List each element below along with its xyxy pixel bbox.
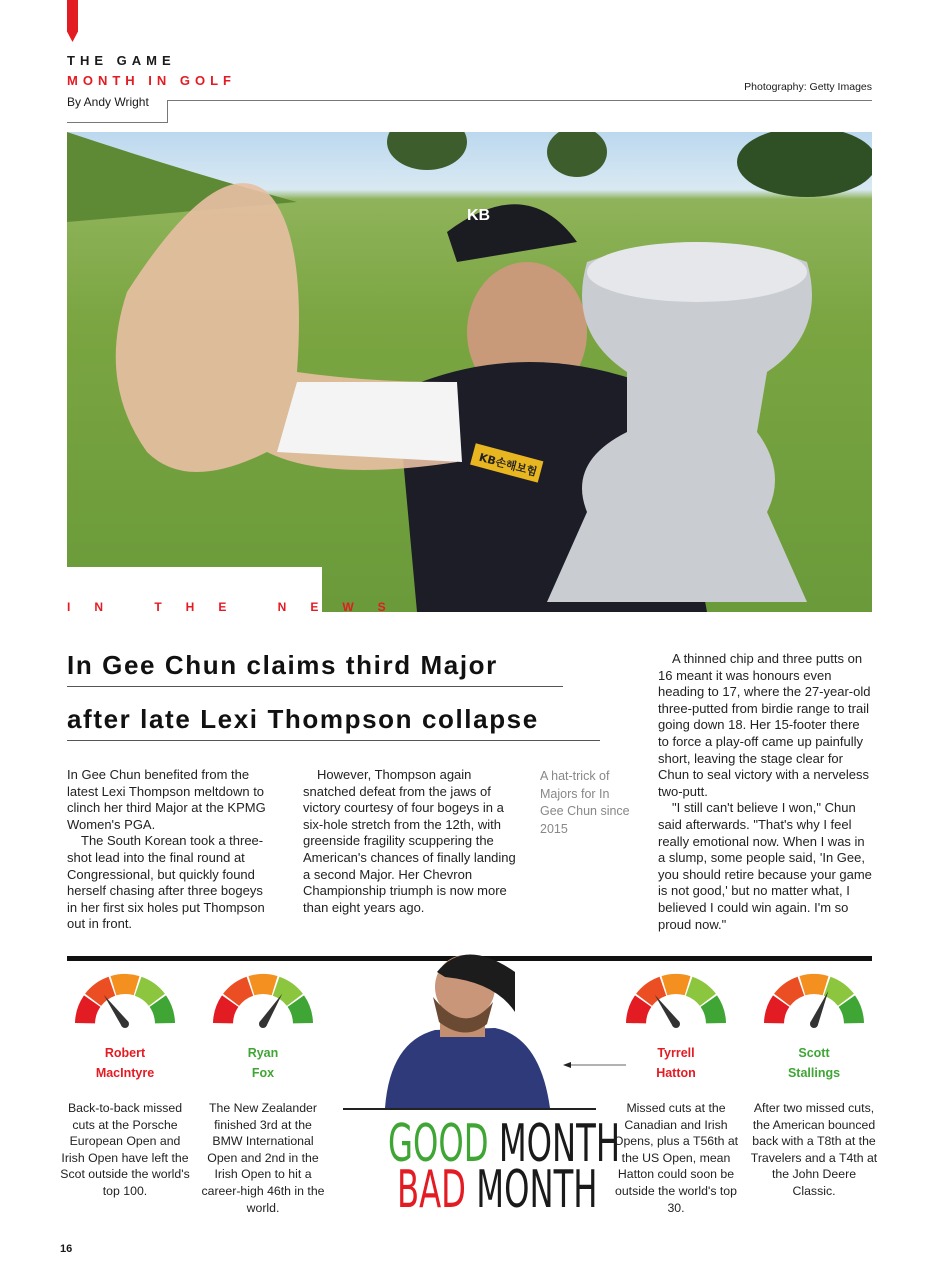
good-label: GOOD — [388, 1114, 489, 1174]
player-photo — [375, 942, 555, 1108]
player-name — [616, 1043, 736, 1083]
last-name: Hatton — [656, 1066, 696, 1080]
player-summary: After two missed cuts, the American bounced back with a T8th at the Travelers and a T4th at the John Deere Classic. — [750, 1101, 878, 1198]
player-summary: The New Zealander finished 3rd at the BMW International Open and 2nd in the Irish Open to hit a career-high 46th in the world. — [201, 1101, 325, 1215]
gauge-fox — [211, 972, 315, 1037]
first-name: Ryan — [247, 1046, 279, 1060]
paragraph: "I still can't believe I won," Chun said afterwards. "That's why I feel really emotional now. When I was in a slump, some people said, 'In Gee, you should retire because your game is not good,' but no matter what, I believed I could win again. I'm so proud now." — [658, 800, 872, 932]
gauge-segment — [111, 974, 140, 995]
gauge-stallings — [762, 972, 866, 1037]
section-title: MONTH IN GOLF — [67, 73, 236, 88]
player-name — [754, 1043, 874, 1083]
last-name: Stallings — [787, 1066, 841, 1080]
month-label: MONTH — [498, 1114, 621, 1174]
divider — [167, 100, 168, 122]
pull-quote: A hat-trick of Majors for In Gee Chun since 2015 — [540, 769, 630, 836]
divider — [167, 100, 872, 101]
headline-underline — [67, 740, 600, 741]
column-3 — [658, 651, 874, 933]
last-name: Fox — [251, 1066, 275, 1080]
first-name: Robert — [104, 1046, 146, 1060]
hero-photo — [67, 132, 872, 612]
bad-month-title — [397, 1160, 720, 1220]
gauge-segment — [800, 974, 829, 995]
month-label: MONTH — [476, 1160, 598, 1220]
player-summary: Back-to-back missed cuts at the Porsche European Open and Irish Open have left the Scot outside the world's top 100. — [60, 1101, 190, 1198]
gauge-segment — [662, 974, 691, 995]
player-name — [203, 1043, 323, 1083]
column-2 — [303, 767, 519, 916]
last-name: MacIntyre — [95, 1066, 155, 1080]
bookmark-ribbon — [67, 0, 78, 42]
kicker: THE GAME — [67, 53, 176, 68]
news-label: IN THE NEWS — [67, 600, 410, 614]
player-summary: Missed cuts at the Canadian and Irish Opens, plus a T56th at the US Open, mean Hatton could soon be outside the world's top 30. — [613, 1101, 739, 1215]
player-name — [65, 1043, 185, 1083]
paragraph: In Gee Chun benefited from the latest Lexi Thompson meltdown to clinch her third Major at the KPMG Women's PGA. — [67, 767, 266, 832]
bad-label: BAD — [397, 1160, 467, 1220]
first-name: Tyrrell — [657, 1046, 695, 1060]
headline-underline — [67, 686, 563, 687]
paragraph: A thinned chip and three putts on 16 meant it was honours even heading to 17, where the 27-year-old three-putted from birdie range to trail going down 18. Her 15-footer there to force a play-off came up painfully short, leaving the stage clear for Chun to seal victory with a nerveless two-putt. — [658, 651, 871, 799]
arrow-icon — [563, 1055, 627, 1073]
svg-text:KB: KB — [467, 207, 491, 224]
svg-text:KB손해보험: KB손해보험 — [477, 450, 539, 479]
page-number: 16 — [60, 1243, 73, 1255]
first-name: Scott — [798, 1046, 830, 1060]
byline: By Andy Wright — [67, 95, 149, 109]
divider — [343, 1108, 596, 1110]
paragraph: The South Korean took a three-shot lead into the final round at Congressional, but quickly found herself chasing after three bogeys in her first six holes put Thompson out in front. — [67, 833, 265, 932]
paragraph: However, Thompson again snatched defeat from the jaws of victory courtesy of four bogeys in a six-hole stretch from the 12th, with greenside fragility scuppering the American's chances of finally landing a second Major. Her Chevron Championship triumph is now more than eight years ago. — [303, 767, 516, 915]
gauge-hatton — [624, 972, 728, 1037]
gauge-macintyre — [73, 972, 177, 1037]
photo-credit: Photography: Getty Images — [744, 81, 872, 93]
divider — [67, 122, 168, 123]
column-1 — [67, 767, 275, 933]
headline-line-2: after late Lexi Thompson collapse — [67, 704, 539, 734]
gauge-segment — [249, 974, 278, 995]
headline-line-1: In Gee Chun claims third Major — [67, 650, 498, 680]
